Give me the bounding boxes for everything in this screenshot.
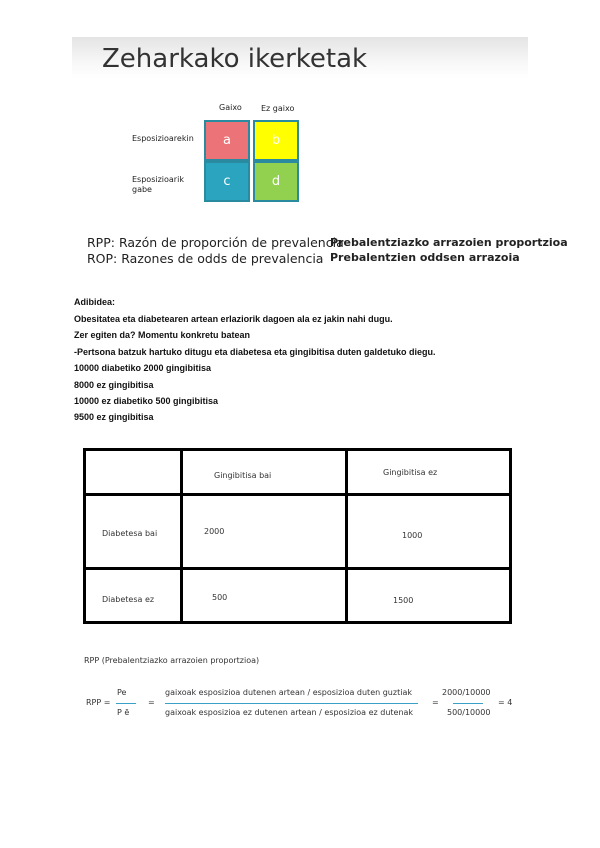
formula-eq: = bbox=[148, 698, 155, 707]
formula-num1: Pe bbox=[117, 688, 127, 697]
cell-b: b bbox=[253, 120, 299, 161]
example-heading: Adibidea: bbox=[74, 297, 116, 307]
example-line: 8000 ez gingibitisa bbox=[74, 380, 154, 390]
table-row-header: Diabetesa ez bbox=[102, 595, 155, 604]
col-header-gaixo: Gaixo bbox=[219, 103, 242, 112]
formula-result: = 4 bbox=[498, 698, 513, 707]
cell-a: a bbox=[204, 120, 250, 161]
cell-d: d bbox=[253, 161, 299, 202]
formula-den2: gaixoak esposizioa ez dutenen artean / esposizioa ez dutenak bbox=[165, 708, 414, 717]
formula-num2: gaixoak esposizioa dutenen artean / esposizioa duten guztiak bbox=[165, 688, 412, 697]
formula-den3: 500/10000 bbox=[447, 708, 491, 717]
formula-eq: = bbox=[432, 698, 439, 707]
definition-rpp-es: RPP: Razón de proporción de prevalencia bbox=[87, 235, 344, 250]
contingency-table bbox=[83, 448, 512, 624]
table-divider bbox=[180, 451, 183, 621]
definition-rpp-eu: Prebalentziazko arrazoien proportzioa bbox=[330, 236, 568, 249]
table-cell: 1500 bbox=[393, 596, 414, 605]
formula-lhs: RPP = bbox=[86, 698, 111, 707]
page-title: Zeharkako ikerketak bbox=[102, 44, 368, 74]
example-line: -Pertsona batzuk hartuko ditugu eta diabetesa eta gingibitisa duten galdetuko diegu. bbox=[74, 347, 436, 357]
table-divider bbox=[86, 493, 509, 496]
col-header-ez-gaixo: Ez gaixo bbox=[261, 104, 295, 113]
fraction-bar bbox=[116, 703, 136, 704]
table-divider bbox=[86, 567, 509, 570]
table-cell: 1000 bbox=[402, 531, 423, 540]
example-line: Zer egiten da? Momentu konkretu batean bbox=[74, 330, 251, 340]
table-cell: 500 bbox=[212, 593, 228, 602]
fraction-bar bbox=[165, 703, 418, 704]
example-line: 10000 ez diabetiko 500 gingibitisa bbox=[74, 396, 219, 406]
table-cell: 2000 bbox=[204, 527, 225, 536]
table-col-header: Gingibitisa bai bbox=[214, 471, 272, 480]
example-line: 10000 diabetiko 2000 gingibitisa bbox=[74, 363, 212, 373]
table-divider bbox=[345, 451, 348, 621]
definition-rop-eu: Prebalentzien oddsen arrazoia bbox=[330, 251, 520, 264]
definition-rop-es: ROP: Razones de odds de prevalencia bbox=[87, 251, 324, 266]
example-line: 9500 ez gingibitisa bbox=[74, 412, 154, 422]
table-row-header: Diabetesa bai bbox=[102, 529, 158, 538]
row-header-unexposed: Esposizioarik gabe bbox=[132, 175, 184, 194]
table-col-header: Gingibitisa ez bbox=[383, 468, 438, 477]
row-header-exposed: Esposizioarekin bbox=[132, 134, 194, 143]
formula-den1: P ē bbox=[117, 708, 130, 717]
example-line: Obesitatea eta diabetearen artean erlaziorik dagoen ala ez jakin nahi dugu. bbox=[74, 314, 393, 324]
cell-c: c bbox=[204, 161, 250, 202]
formula-num3: 2000/10000 bbox=[442, 688, 491, 697]
fraction-bar bbox=[453, 703, 483, 704]
formula-caption: RPP (Prebalentziazko arrazoien proportzioa) bbox=[84, 656, 260, 665]
